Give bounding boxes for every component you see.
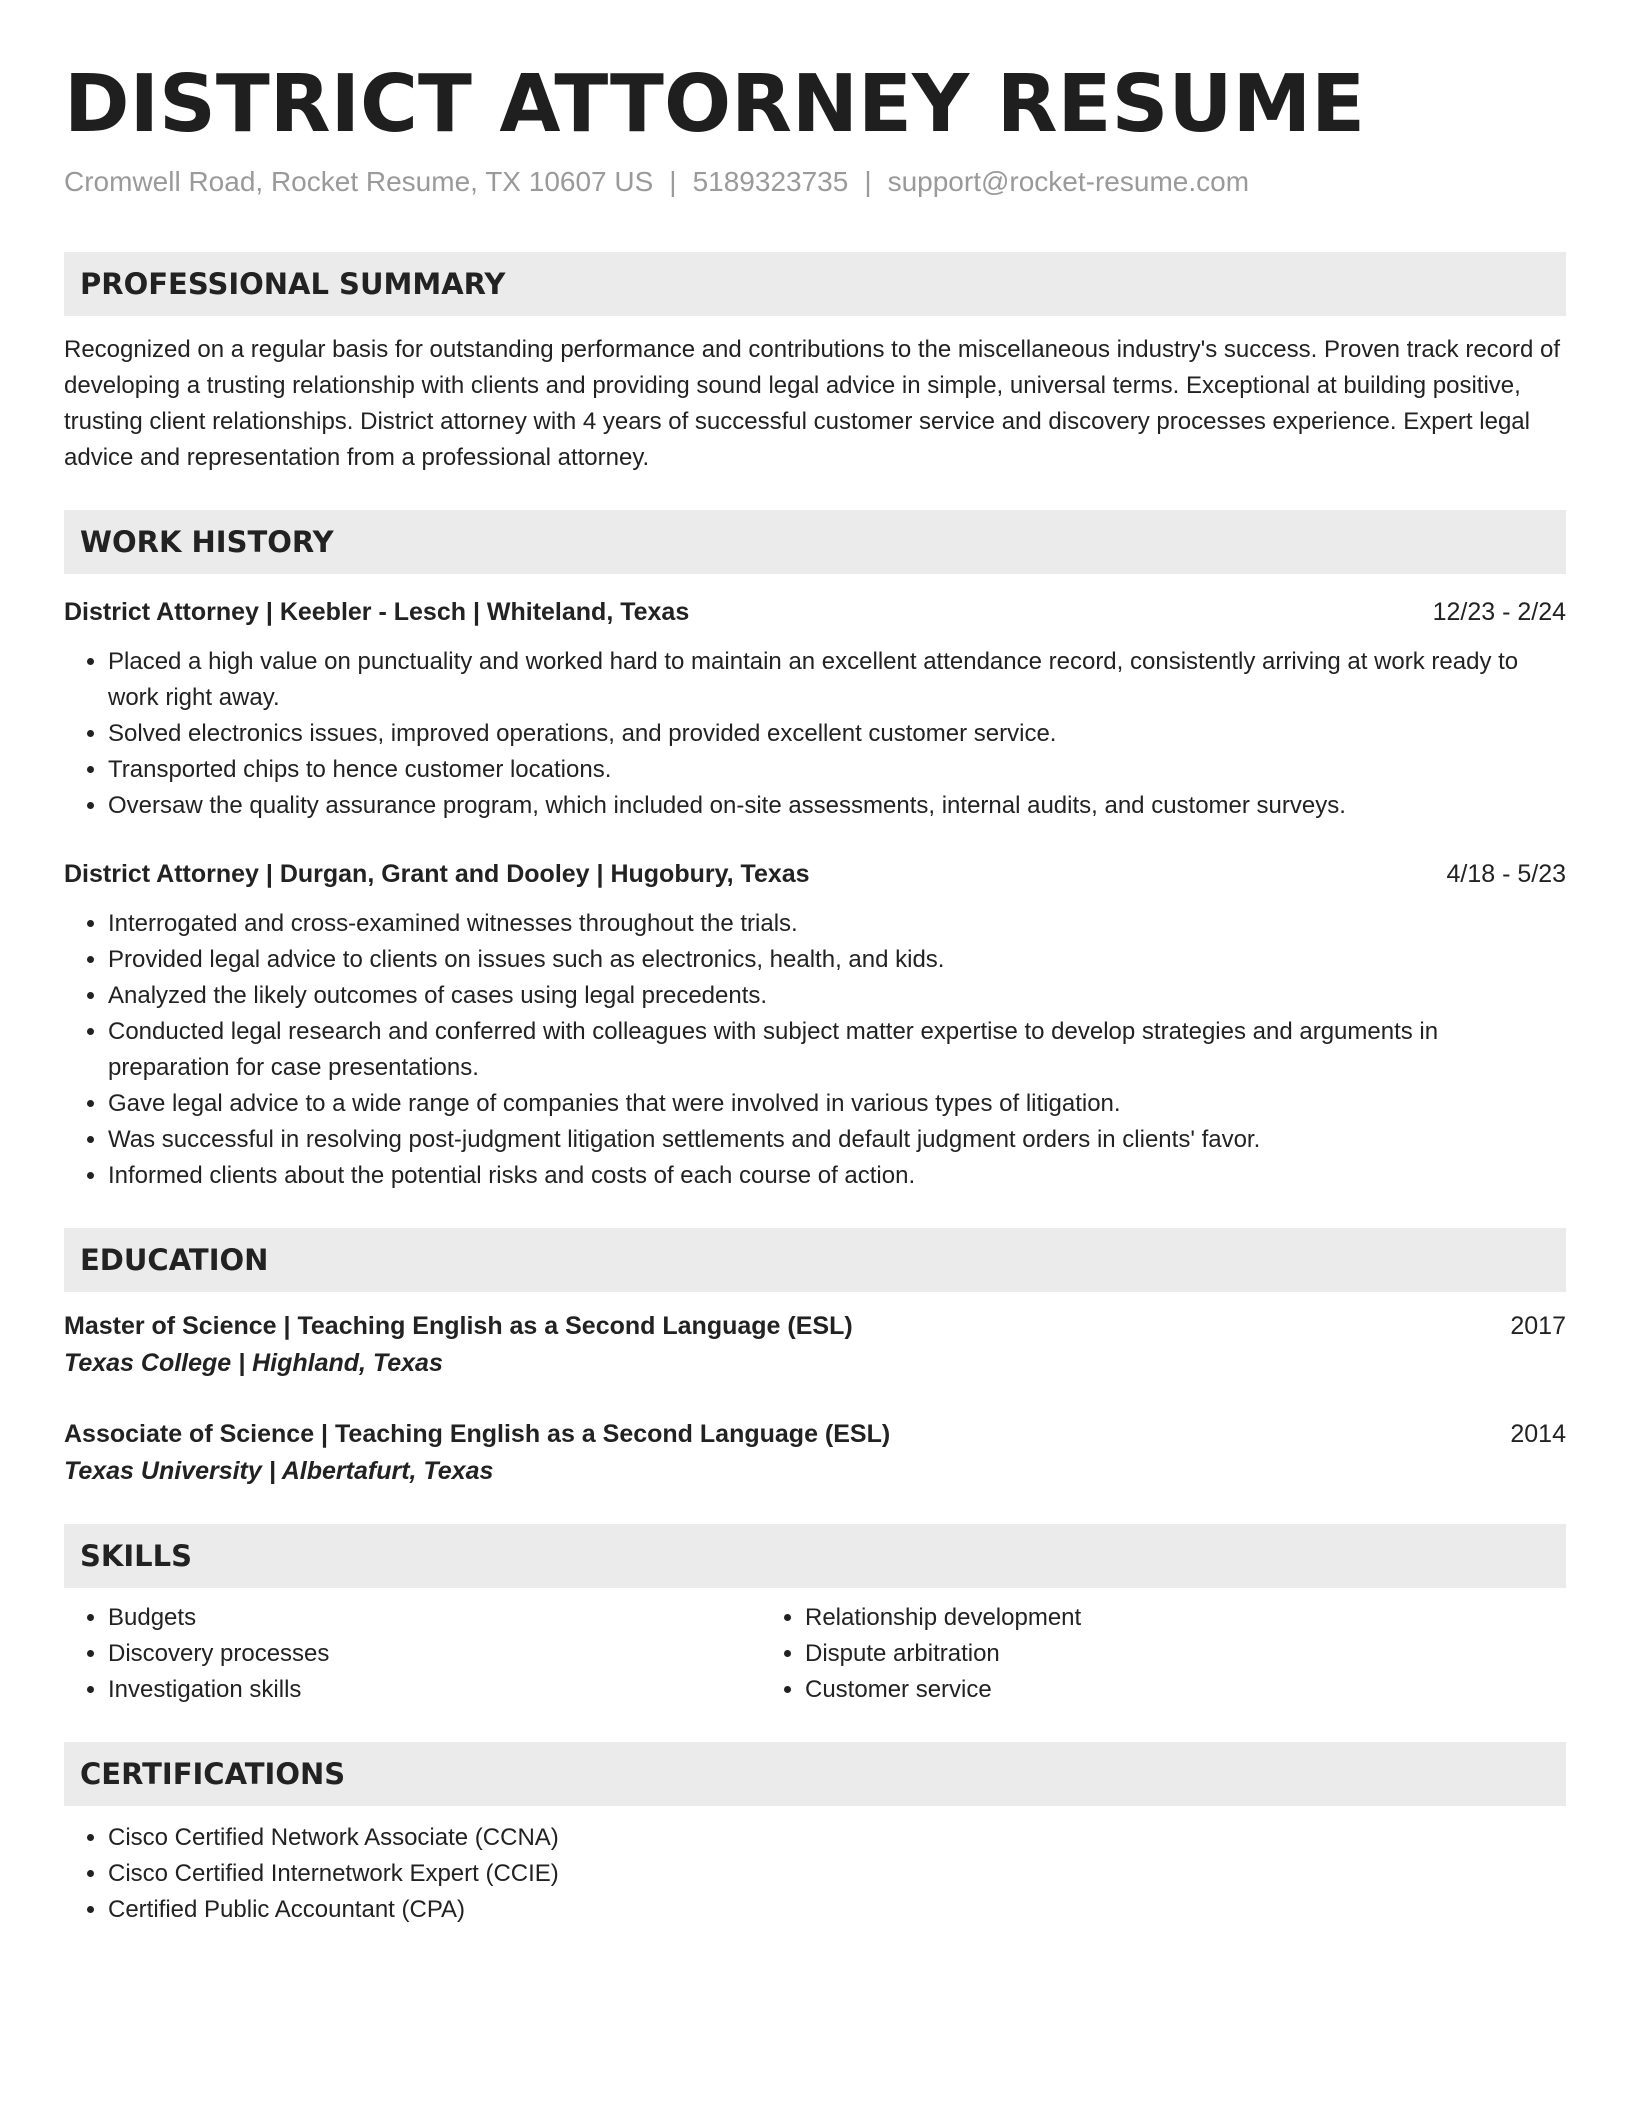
education-degree: Master of Science | Teaching English as a Second Language (ESL) [64,1312,853,1340]
education-header [64,1416,1566,1452]
section-header-work-history: WORK HISTORY [64,510,1566,574]
list-item: • Investigation skills [108,1672,761,1708]
list-item: • Placed a high value on punctuality and worked hard to maintain an excellent attendance record, consistently arriving at work ready to work right away. [108,644,1566,716]
job-title: District Attorney | Durgan, Grant and Dooley | Hugobury, Texas [64,860,810,888]
education-school: Texas College | Highland, Texas [64,1349,443,1377]
education-year: 2014 [1510,1420,1566,1448]
education-year: 2017 [1510,1312,1566,1340]
list-item: • Budgets [108,1600,761,1636]
skills-list-right [761,1600,1458,1708]
job-title: District Attorney | Keebler - Lesch | Whiteland, Texas [64,598,690,626]
job-entry [64,594,1566,824]
list-item: • Customer service [805,1672,1458,1708]
list-item: • Informed clients about the potential risks and costs of each course of action. [108,1158,1566,1194]
contact-email: support@rocket-resume.com [887,166,1250,197]
contact-phone: 5189323735 [692,166,849,197]
page-title: DISTRICT ATTORNEY RESUME [64,58,1366,150]
job-header [64,594,1566,630]
list-item: • Gave legal advice to a wide range of companies that were involved in various types of litigation. [108,1086,1566,1122]
section-header-education: EDUCATION [64,1228,1566,1292]
certifications-list [64,1820,1566,1928]
list-item: • Interrogated and cross-examined witnesses throughout the trials. [108,906,1566,942]
education-entry [64,1416,1566,1490]
list-item: • Cisco Certified Network Associate (CCNA) [108,1820,1566,1856]
list-item: • Analyzed the likely outcomes of cases using legal precedents. [108,978,1566,1014]
job-bullets [64,906,1566,1194]
education-school: Texas University | Albertafurt, Texas [64,1457,494,1485]
section-header-certifications: CERTIFICATIONS [64,1742,1566,1806]
list-item: • Dispute arbitration [805,1636,1458,1672]
list-item: • Certified Public Accountant (CPA) [108,1892,1566,1928]
list-item: • Oversaw the quality assurance program, which included on-site assessments, internal audits, and customer surveys. [108,788,1566,824]
summary-text: Recognized on a regular basis for outstanding performance and contributions to the miscellaneous industry's success. Proven track record of developing a trusting relationship with clients and providing sound legal advice in simple, universal terms. Exceptional at building positive, trusting client relationships. District attorney with 4 years of successful customer service and discovery processes experience. Expert legal advice and representation from a professional attorney. [64,336,1561,471]
job-entry [64,856,1566,1194]
list-item: • Relationship development [805,1600,1458,1636]
contact-separator: | [669,166,677,197]
education-degree: Associate of Science | Teaching English as a Second Language (ESL) [64,1420,891,1448]
list-item: • Conducted legal research and conferred with colleagues with subject matter expertise to develop strategies and arguments in preparation for case presentations. [108,1014,1566,1086]
section-header-skills: SKILLS [64,1524,1566,1588]
list-item: • Provided legal advice to clients on issues such as electronics, health, and kids. [108,942,1566,978]
section-header-summary: PROFESSIONAL SUMMARY [64,252,1566,316]
job-dates: 4/18 - 5/23 [1446,860,1566,888]
contact-separator: | [864,166,872,197]
contact-address: Cromwell Road, Rocket Resume, TX 10607 US [64,166,654,197]
job-header [64,856,1566,892]
education-entry [64,1308,1566,1382]
skills-grid [64,1600,1566,1708]
list-item: • Discovery processes [108,1636,761,1672]
resume-page [64,56,1566,1928]
list-item: • Solved electronics issues, improved operations, and provided excellent customer service. [108,716,1566,752]
job-bullets [64,644,1566,824]
skills-list-left [64,1600,761,1708]
list-item: • Transported chips to hence customer locations. [108,752,1566,788]
job-dates: 12/23 - 2/24 [1432,598,1566,626]
education-header [64,1308,1566,1344]
contact-line [64,164,1566,200]
list-item: • Cisco Certified Internetwork Expert (CCIE) [108,1856,1566,1892]
list-item: • Was successful in resolving post-judgment litigation settlements and default judgment orders in clients' favor. [108,1122,1566,1158]
